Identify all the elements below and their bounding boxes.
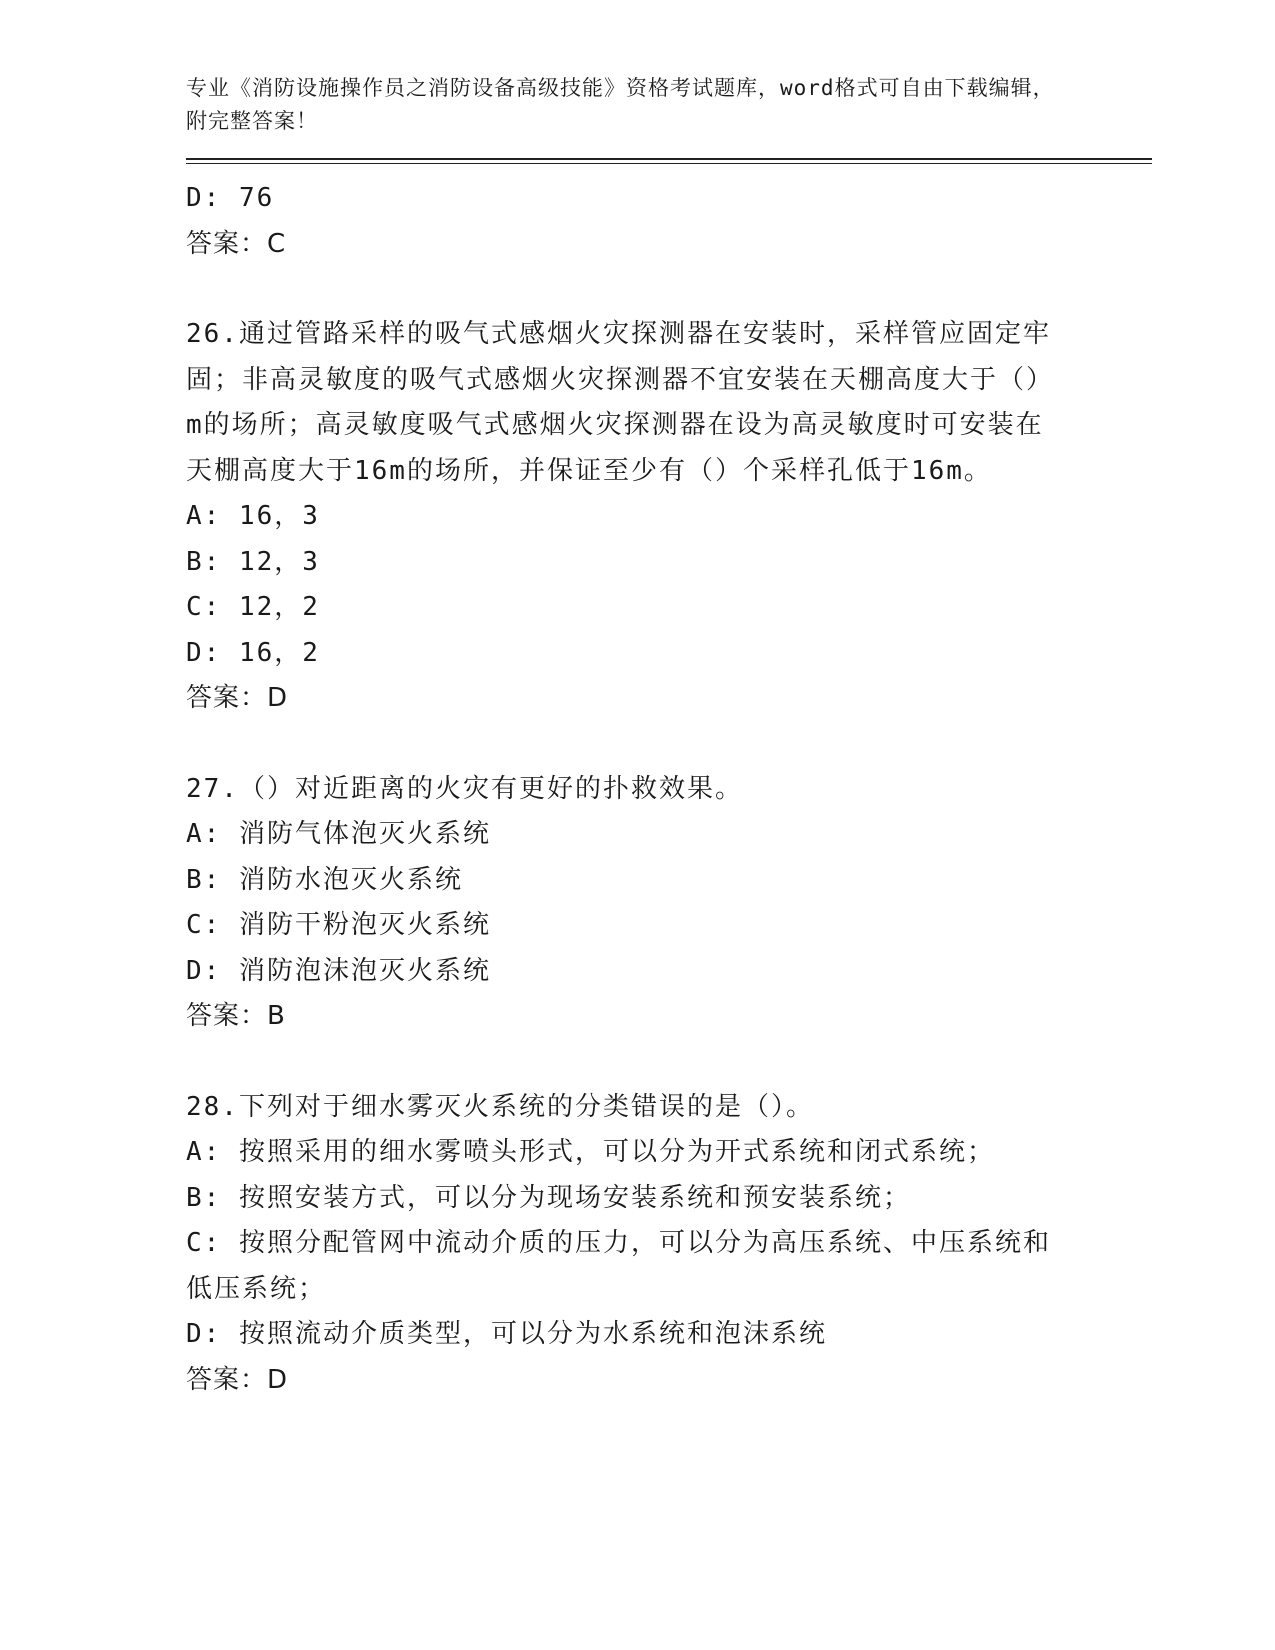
answer: 答案：B <box>186 1001 286 1031</box>
question-stem: 28.下列对于细水雾灭火系统的分类错误的是（）。 <box>186 1091 814 1122</box>
question-26 <box>186 312 1146 722</box>
option-b: B: 12，3 <box>186 546 320 577</box>
option-c: C: 按照分配管网中流动介质的压力，可以分为高压系统、中压系统和低压系统； <box>186 1228 1051 1304</box>
option-d: D: 按照流动介质类型，可以分为水系统和泡沫系统 <box>186 1319 827 1349</box>
option-c: C: 消防干粉泡灭火系统 <box>186 910 491 940</box>
option-b: B: 按照安装方式，可以分为现场安装系统和预安装系统； <box>186 1182 911 1213</box>
document-header: 专业《消防设施操作员之消防设备高级技能》资格考试题库，word格式可自由下载编辑，附完整答案！ <box>186 76 1055 133</box>
option-b: B: 消防水泡灭火系统 <box>186 864 463 895</box>
question-content <box>186 176 1146 1403</box>
option-a: A: 按照采用的细水雾喷头形式，可以分为开式系统和闭式系统； <box>186 1137 995 1167</box>
option-d: D: 76 <box>186 183 275 213</box>
document-page <box>186 72 1146 1403</box>
question-27 <box>186 767 1146 1040</box>
answer: 答案：D <box>186 1364 289 1395</box>
header-divider <box>186 158 1152 164</box>
answer: 答案：D <box>186 683 289 713</box>
option-c: C: 12，2 <box>186 592 320 622</box>
answer: 答案：C <box>186 228 287 259</box>
option-a: A: 消防气体泡灭火系统 <box>186 819 491 849</box>
option-d: D: 16，2 <box>186 637 320 668</box>
question-28 <box>186 1085 1146 1404</box>
question-stem: 27.（）对近距离的火灾有更好的扑救效果。 <box>186 773 743 804</box>
question-stem: 26.通过管路采样的吸气式感烟火灾探测器在安装时，采样管应固定牢固；非高灵敏度的吸气式感烟火灾探测器不宜安装在天棚高度大于（）m的场所；高灵敏度吸气式感烟火灾探测器在设为高灵敏度时可安装在天棚高度大于16m的场所，并保证至少有（）个采样孔低于16m。 <box>186 319 1055 486</box>
option-a: A: 16，3 <box>186 501 320 531</box>
option-d: D: 消防泡沫泡灭火系统 <box>186 955 491 986</box>
